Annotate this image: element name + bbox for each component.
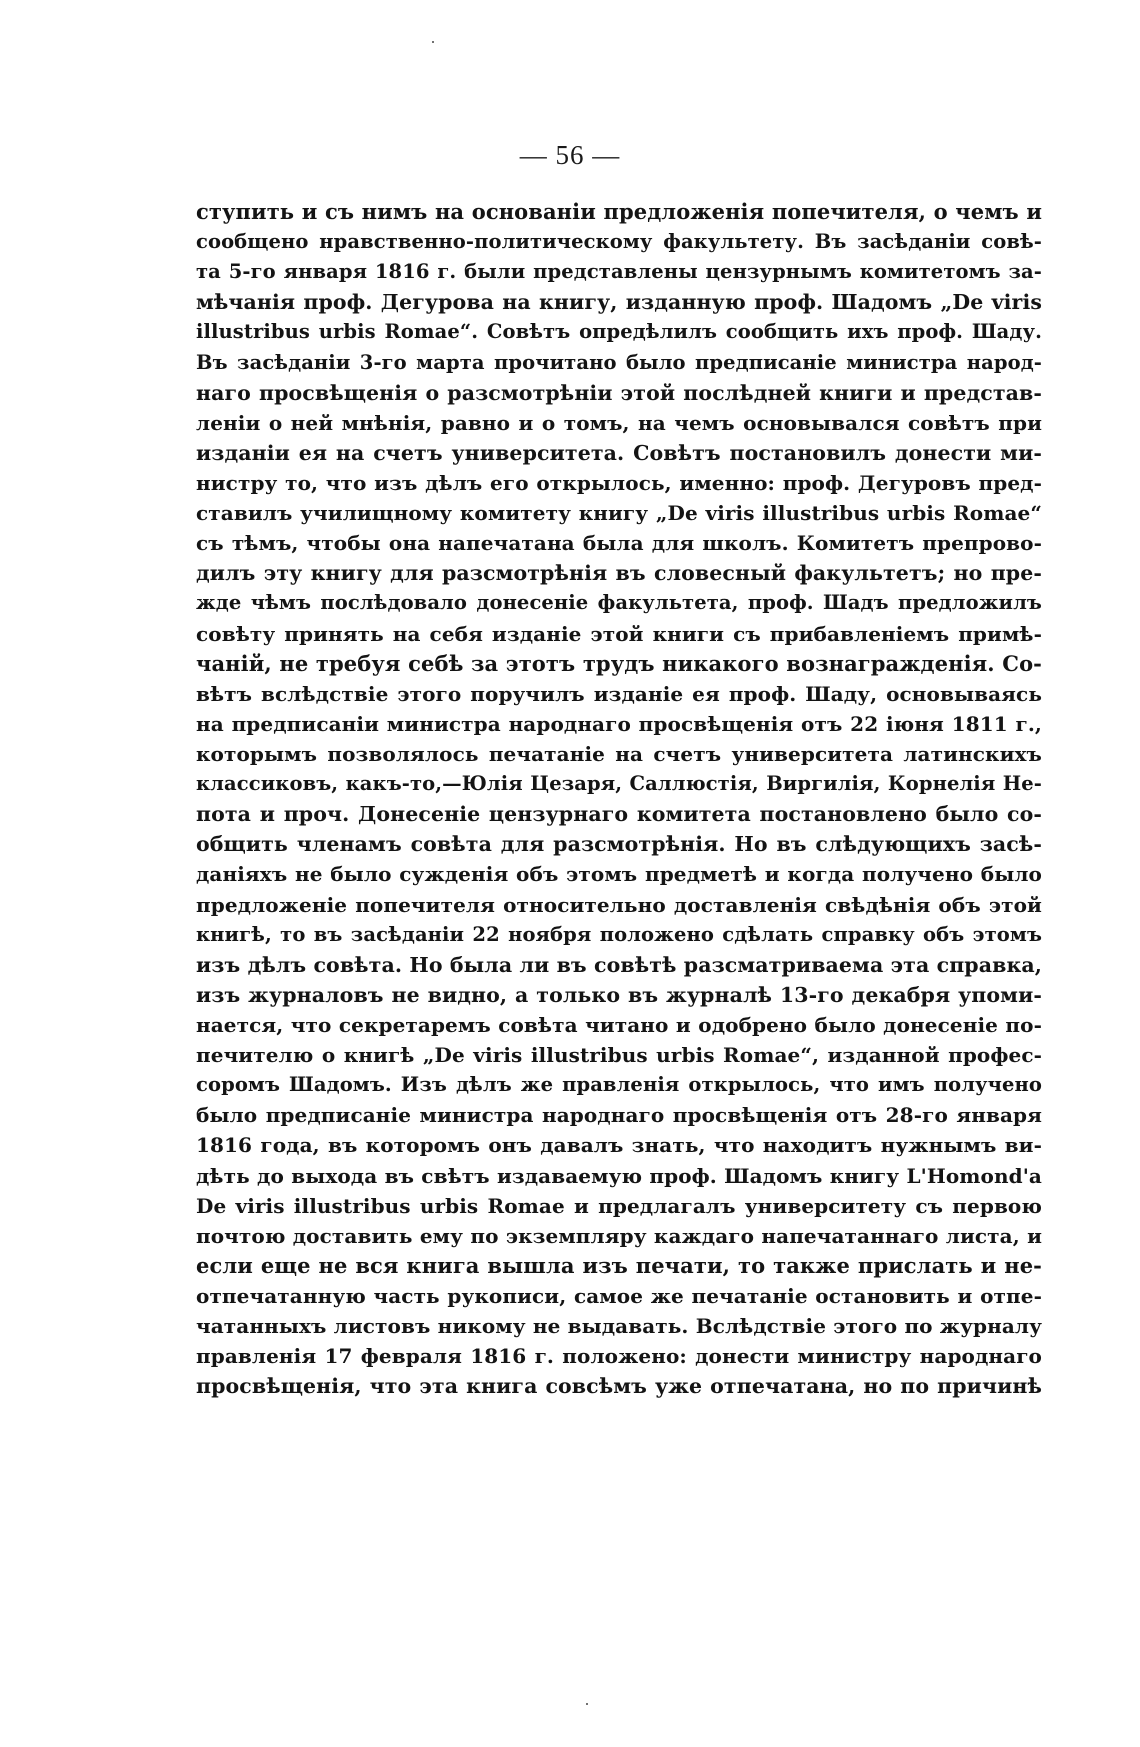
text-line: изданіи ея на счетъ университета. Совѣтъ постановилъ донести ми- [196, 440, 1042, 465]
text-line: даніяхъ не было сужденія объ этомъ предметѣ и когда получено было [196, 862, 1042, 887]
text-line: общить членамъ совѣта для разсмотрѣнія. Но въ слѣдующихъ засѣ- [196, 832, 1042, 857]
text-line: illustribus urbis Romae“. Совѣтъ опредѣлилъ сообщить ихъ проф. Шаду. [196, 320, 1042, 344]
text-line: ступить и съ нимъ на основаніи предложенія попечителя, о чемъ и [196, 199, 1042, 224]
text-line: правленія 17 февраля 1816 г. положено: донести министру народнаго [196, 1344, 1042, 1369]
scan-speck [432, 41, 434, 43]
text-line: 1816 года, въ которомъ онъ давалъ знать, что находитъ нужнымъ ви- [196, 1133, 1042, 1158]
text-line: печителю о книгѣ „De viris illustribus urbis Romae“, изданной профес- [196, 1043, 1042, 1068]
text-line: Въ засѣданіи 3-го марта прочитано было предписаніе министра народ- [196, 350, 1042, 374]
text-line: чаній, не требуя себѣ за этотъ трудъ никакого вознагражденія. Со- [196, 650, 1042, 676]
page-number: — 56 — [519, 140, 621, 170]
text-line: чатанныхъ листовъ никому не выдавать. Вслѣдствіе этого по журналу [196, 1314, 1042, 1339]
text-line: мѣчанія проф. Дегурова на книгу, изданную проф. Шадомъ „De viris [196, 290, 1042, 315]
text-line: отпечатанную часть рукописи, самое же печатаніе остановить и отпе- [196, 1283, 1042, 1308]
text-line: классиковъ, какъ-то,—Юлія Цезаря, Саллюстія, Виргилія, Корнелія Не- [196, 772, 1042, 796]
text-line: было предписаніе министра народнаго просвѣщенія отъ 28-го января [196, 1103, 1042, 1128]
text-line: сообщено нравственно-политическому факультету. Въ засѣданіи совѣ- [196, 230, 1042, 254]
text-line: леніи о ней мнѣнія, равно и о томъ, на чемъ основывался совѣтъ при [196, 410, 1042, 435]
text-line: вѣтъ вслѣдствіе этого поручилъ изданіе ея проф. Шаду, основываясь [196, 681, 1042, 706]
text-line: изъ журналовъ не видно, а только въ журналѣ 13-го декабря упоми- [196, 982, 1042, 1007]
text-line: жде чѣмъ послѣдовало донесеніе факультета, проф. Шадъ предложилъ [196, 591, 1042, 615]
text-line: на предписаніи министра народнаго просвѣщенія отъ 22 іюня 1811 г., [196, 711, 1042, 736]
text-line: совѣту принять на себя изданіе этой книги съ прибавленіемъ примѣ- [196, 621, 1042, 646]
text-line: книгѣ, то въ засѣданіи 22 ноября положено сдѣлать справку объ этомъ [196, 922, 1042, 946]
text-line: нистру то, что изъ дѣлъ его открылось, именно: проф. Дегуровъ пред- [196, 470, 1042, 495]
text-line: дилъ эту книгу для разсмотрѣнія въ словесный факультетъ; но пре- [196, 561, 1042, 586]
text-line: наго просвѣщенія о разсмотрѣніи этой послѣдней книги и представ- [196, 380, 1042, 405]
text-line: пота и проч. Донесеніе цензурнаго комитета постановлено было со- [196, 802, 1042, 827]
text-line: которымъ позволялось печатаніе на счетъ университета латинскихъ [196, 741, 1042, 766]
text-line: почтою доставить ему по экземпляру каждаго напечатаннаго листа, и [196, 1223, 1042, 1248]
text-line: съ тѣмъ, чтобы она напечатана была для школъ. Комитетъ препрово- [196, 531, 1042, 556]
text-line: просвѣщенія, что эта книга совсѣмъ уже отпечатана, но по причинѣ [196, 1374, 1042, 1399]
text-line: та 5-го января 1816 г. были представлены цензурнымъ комитетомъ за- [196, 260, 1042, 284]
text-line: De viris illustribus urbis Romae и предлагалъ университету съ первою [196, 1193, 1042, 1218]
text-line: ставилъ училищному комитету книгу „De viris illustribus urbis Romae“ [196, 501, 1042, 526]
body-text [196, 197, 1042, 1401]
text-line: соромъ Шадомъ. Изъ дѣлъ же правленія открылось, что имъ получено [196, 1073, 1042, 1097]
text-line: дѣть до выхода въ свѣтъ издаваемую проф. Шадомъ книгу L'Homond'a [196, 1163, 1042, 1188]
scan-speck [586, 1703, 588, 1705]
text-line: нается, что секретаремъ совѣта читано и одобрено было донесеніе по- [196, 1012, 1042, 1037]
text-line: предложеніе попечителя относительно доставленія свѣдѣнія объ этой [196, 892, 1042, 917]
text-line: если еще не вся книга вышла изъ печати, то также прислать и не- [196, 1252, 1042, 1278]
text-line: изъ дѣлъ совѣта. Но была ли въ совѣтѣ разсматриваема эта справка, [196, 952, 1042, 977]
